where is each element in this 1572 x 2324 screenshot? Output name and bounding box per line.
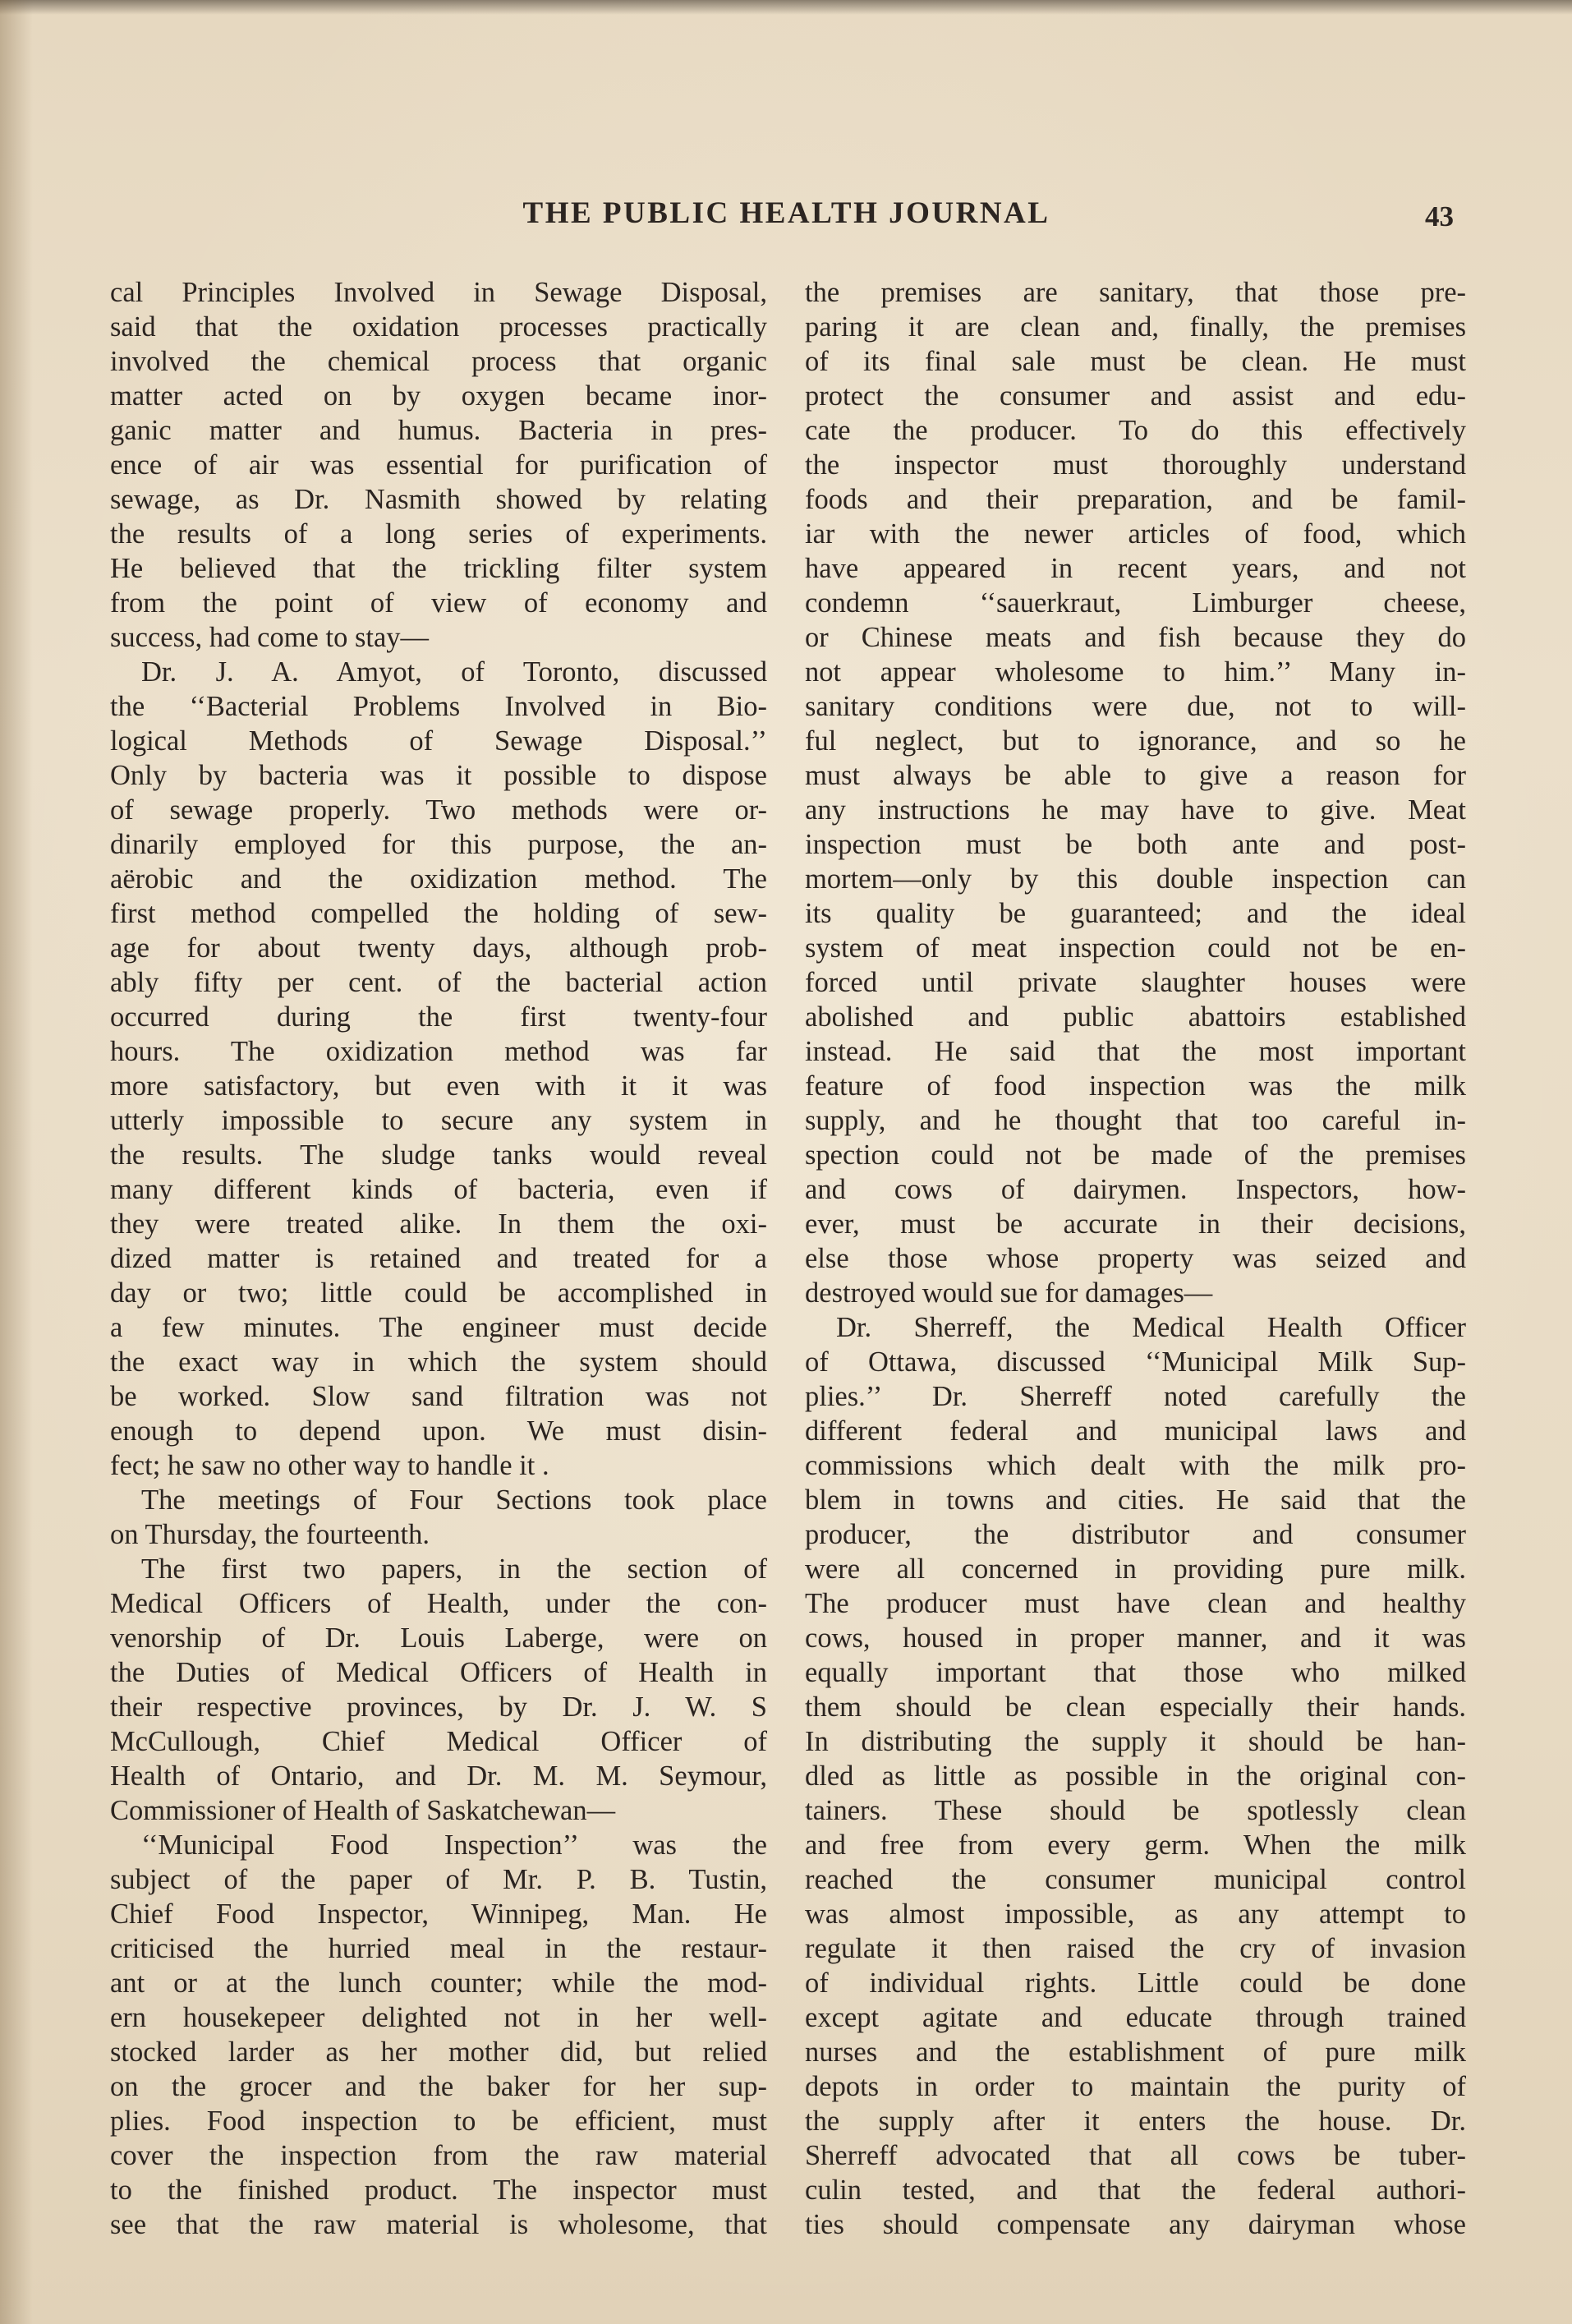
text-line: He believed that the trickling filter system [110,553,767,584]
text-line: have appeared in recent years, and not [805,553,1466,584]
text-line: commissions which dealt with the milk pro- [805,1450,1466,1481]
text-line: the supply after it enters the house. Dr. [805,2105,1466,2137]
text-line: The producer must have clean and healthy [805,1588,1466,1619]
text-line: success, had come to stay— [110,622,430,653]
text-line: were all concerned in providing pure milk. [805,1553,1466,1585]
text-line: Chief Food Inspector, Winnipeg, Man. He [110,1898,767,1930]
text-line: McCullough, Chief Medical Officer of [110,1726,767,1757]
text-line: depots in order to maintain the purity of [805,2071,1466,2102]
text-line: supply, and he thought that too careful in- [805,1105,1466,1136]
text-line: condemn ‘‘sauerkraut, Limburger cheese, [805,587,1466,619]
text-line: logical Methods of Sewage Disposal.’’ [110,725,767,757]
text-line: different federal and municipal laws and [805,1415,1466,1447]
text-line: reached the consumer municipal control [805,1864,1466,1895]
text-line: of individual rights. Little could be done [805,1967,1466,1999]
text-line: their respective provinces, by Dr. J. W. S [110,1691,767,1723]
text-line: ern housekepeer delighted not in her well- [110,2002,767,2033]
text-line: ganic matter and humus. Bacteria in pres- [110,415,767,446]
text-line: not appear wholesome to him.’’ Many in- [805,656,1466,688]
text-line: more satisfactory, but even with it it was [110,1070,767,1102]
text-line: regulate it then raised the cry of invasion [805,1933,1466,1964]
text-line: The meetings of Four Sections took place [141,1484,767,1516]
text-line: ence of air was essential for purification of [110,449,767,481]
text-line: many different kinds of bacteria, even if [110,1174,767,1205]
text-line: the Duties of Medical Officers of Health in [110,1657,767,1688]
text-line: abolished and public abattoirs established [805,1001,1466,1033]
text-line: of Ottawa, discussed ‘‘Municipal Milk Sup- [805,1346,1466,1378]
text-line: dled as little as possible in the original con- [805,1760,1466,1792]
text-line: Medical Officers of Health, under the con- [110,1588,767,1619]
text-line: equally important that those who milked [805,1657,1466,1688]
text-line: iar with the newer articles of food, which [805,518,1466,550]
journal-title: THE PUBLIC HEALTH JOURNAL [522,196,1050,230]
text-line: ties should compensate any dairyman whose [805,2209,1466,2240]
text-line: Dr. J. A. Amyot, of Toronto, discussed [141,656,767,688]
left-text-column [110,275,767,2242]
text-line: fect; he saw no other way to handle it . [110,1450,549,1481]
text-line: dized matter is retained and treated for a [110,1243,767,1274]
text-line: a few minutes. The engineer must decide [110,1312,767,1343]
text-line: stocked larder as her mother did, but relied [110,2036,767,2068]
text-line: age for about twenty days, although prob- [110,932,767,964]
text-line: feature of food inspection was the milk [805,1070,1466,1102]
text-line: hours. The oxidization method was far [110,1036,767,1067]
text-line: said that the oxidation processes practically [110,311,767,343]
text-line: the premises are sanitary, that those pre- [805,277,1466,308]
text-line: culin tested, and that the federal authori- [805,2174,1466,2206]
text-line: the ‘‘Bacterial Problems Involved in Bio- [110,691,767,722]
text-line: on Thursday, the fourteenth. [110,1519,430,1550]
text-line: instead. He said that the most important [805,1036,1466,1067]
text-line: Dr. Sherreff, the Medical Health Officer [836,1312,1466,1343]
text-line: they were treated alike. In them the oxi- [110,1208,767,1240]
text-line: cate the producer. To do this effectively [805,415,1466,446]
text-line: tainers. These should be spotlessly clean [805,1795,1466,1826]
text-line: The first two papers, in the section of [141,1553,767,1585]
text-line: ably fifty per cent. of the bacterial action [110,967,767,998]
text-line: day or two; little could be accomplished in [110,1277,767,1309]
text-line: enough to depend upon. We must disin- [110,1415,767,1447]
text-line: of sewage properly. Two methods were or- [110,794,767,826]
text-line: first method compelled the holding of sew- [110,898,767,929]
running-header [107,196,1466,245]
text-line: the results of a long series of experiments. [110,518,767,550]
text-line: ant or at the lunch counter; while the mod- [110,1967,767,1999]
right-text-column [805,275,1466,2242]
text-line: involved the chemical process that organic [110,346,767,377]
text-line: except agitate and educate through trained [805,2002,1466,2033]
text-line: be worked. Slow sand filtration was not [110,1381,767,1412]
text-line: Commissioner of Health of Saskatchewan— [110,1795,616,1826]
text-line: utterly impossible to secure any system in [110,1105,767,1136]
text-line: ful neglect, but to ignorance, and so he [805,725,1466,757]
text-line: plies.’’ Dr. Sherreff noted carefully the [805,1381,1466,1412]
text-line: must always be able to give a reason for [805,760,1466,791]
text-line: sewage, as Dr. Nasmith showed by relating [110,484,767,515]
text-line: occurred during the first twenty-four [110,1001,767,1033]
text-line: spection could not be made of the premises [805,1139,1466,1171]
text-line: subject of the paper of Mr. P. B. Tustin, [110,1864,767,1895]
page-number: 43 [1425,200,1454,232]
text-line: paring it are clean and, finally, the premises [805,311,1466,343]
text-line: mortem—only by this double inspection can [805,863,1466,895]
text-line: cal Principles Involved in Sewage Disposal, [110,277,767,308]
text-line: was almost impossible, as any attempt to [805,1898,1466,1930]
text-line: dinarily employed for this purpose, the an- [110,829,767,860]
text-line: venorship of Dr. Louis Laberge, were on [110,1622,767,1654]
text-line: any instructions he may have to give. Meat [805,794,1466,826]
text-line: from the point of view of economy and [110,587,767,619]
text-line: its quality be guaranteed; and the ideal [805,898,1466,929]
text-line: Sherreff advocated that all cows be tuber- [805,2140,1466,2171]
text-line: aërobic and the oxidization method. The [110,863,767,895]
page-top-shadow [0,0,1572,15]
text-line: on the grocer and the baker for her sup- [110,2071,767,2102]
text-line: ever, must be accurate in their decisions, [805,1208,1466,1240]
text-line: criticised the hurried meal in the restaur- [110,1933,767,1964]
text-line: cows, housed in proper manner, and it was [805,1622,1466,1654]
text-line: to the finished product. The inspector must [110,2174,767,2206]
text-line: In distributing the supply it should be han- [805,1726,1466,1757]
text-line: producer, the distributor and consumer [805,1519,1466,1550]
text-line: protect the consumer and assist and edu- [805,380,1466,412]
text-line: and cows of dairymen. Inspectors, how- [805,1174,1466,1205]
text-line: inspection must be both ante and post- [805,829,1466,860]
text-line: else those whose property was seized and [805,1243,1466,1274]
text-line: sanitary conditions were due, not to will- [805,691,1466,722]
text-line: forced until private slaughter houses were [805,967,1466,998]
text-line: cover the inspection from the raw material [110,2140,767,2171]
text-line: Health of Ontario, and Dr. M. M. Seymour, [110,1760,767,1792]
text-line: and free from every germ. When the milk [805,1829,1466,1861]
page-left-shadow [0,0,33,2324]
text-line: destroyed would sue for damages— [805,1277,1213,1309]
text-line: plies. Food inspection to be efficient, must [110,2105,767,2137]
text-line: the exact way in which the system should [110,1346,767,1378]
text-line: foods and their preparation, and be famil- [805,484,1466,515]
text-line: the results. The sludge tanks would reveal [110,1139,767,1171]
text-line: of its final sale must be clean. He must [805,346,1466,377]
text-line: them should be clean especially their hands. [805,1691,1466,1723]
text-line: blem in towns and cities. He said that the [805,1484,1466,1516]
text-line: nurses and the establishment of pure milk [805,2036,1466,2068]
text-line: system of meat inspection could not be en- [805,932,1466,964]
text-line: ‘‘Municipal Food Inspection’’ was the [141,1829,767,1861]
text-line: see that the raw material is wholesome, that [110,2209,767,2240]
text-line: matter acted on by oxygen became inor- [110,380,767,412]
text-line: the inspector must thoroughly understand [805,449,1466,481]
text-line: Only by bacteria was it possible to dispose [110,760,767,791]
text-line: or Chinese meats and fish because they do [805,622,1466,653]
